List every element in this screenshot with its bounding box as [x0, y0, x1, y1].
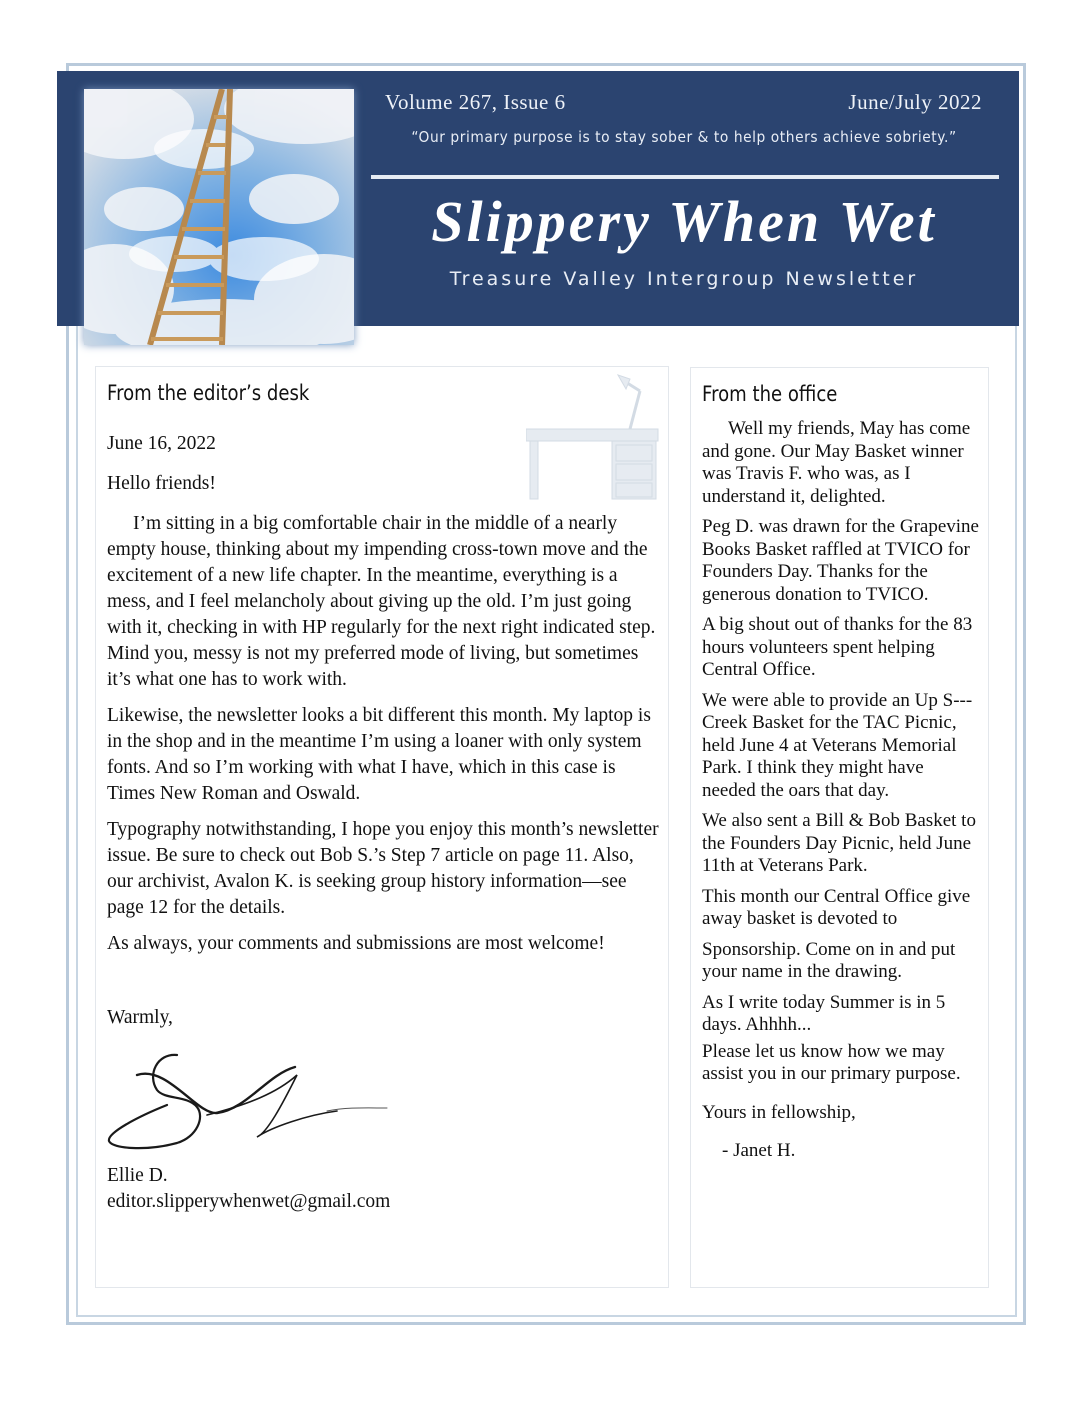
volume-issue: Volume 267, Issue 6 [385, 90, 566, 114]
mission-quote: “Our primary purpose is to stay sober & to help others achieve sobriety.” [411, 128, 957, 146]
office-paragraph: As I write today Summer is in 5 days. Ahhhh... [702, 991, 946, 1035]
office-paragraph: We were able to provide an Up S--- Creek Basket for the TAC Picnic, held June 4 at Veterans Memorial Park. I think they might have needed the oars that day. [702, 689, 973, 801]
office-paragraph: Sponsorship. Come on in and put your name in the drawing. [702, 938, 956, 982]
editor-name: Ellie D. [107, 1165, 168, 1186]
letter-closing: Warmly, [107, 1007, 173, 1028]
handwritten-signature [107, 1045, 397, 1155]
office-heading: From the office [702, 382, 838, 406]
letter-paragraph: As always, your comments and submissions are most welcome! [107, 933, 605, 954]
letter-paragraph: Likewise, the newsletter looks a bit different this month. My laptop is in the shop and in the meantime I’m using a loaner with only system fonts. And so I’m working with what I have, which in this case is Times New Roman and Oswald. [107, 705, 651, 804]
header-divider [371, 175, 999, 179]
editor-heading: From the editor’s desk [107, 381, 310, 405]
office-signature: - Janet H. [722, 1140, 796, 1161]
letter-date: June 16, 2022 [107, 433, 216, 454]
office-paragraph: We also sent a Bill & Bob Basket to the Founders Day Picnic, held June 11th at Veterans Park. [702, 810, 976, 876]
letter-greeting: Hello friends! [107, 473, 216, 494]
issue-date: June/July 2022 [848, 90, 982, 114]
office-column [690, 367, 989, 1288]
office-paragraph: This month our Central Office give away basket is devoted to [702, 885, 971, 929]
editor-letter [107, 431, 659, 1215]
newsletter-title: Slippery When Wet [431, 189, 937, 254]
office-paragraph: Please let us know how we may assist you in our primary purpose. [702, 1040, 961, 1084]
editor-column [95, 366, 669, 1288]
office-closing: Yours in fellowship, [702, 1101, 856, 1123]
ladder-to-sky-image [84, 89, 354, 345]
editor-email[interactable]: editor.slipperywhenwet@gmail.com [107, 1191, 391, 1212]
letter-paragraph: I’m sitting in a big comfortable chair in the middle of a nearly empty house, thinking about my impending cross-town move and the excitement of a new life chapter. In the meantime, everything is a mess, and I feel melancholy about giving up the old. I’m just going with it, checking in with HP regularly for the next right indicated step. Mind you, messy is not my preferred mode of living, but sometimes it’s what one has to work with. [107, 513, 656, 690]
letter-paragraph: Typography notwithstanding, I hope you enjoy this month’s newsletter issue. Be sure to check out Bob S.’s Step 7 article on page 11. Also, our archivist, Avalon K. is seeking group history information—see page 12 for the details. [107, 819, 659, 918]
newsletter-subtitle: Treasure Valley Intergroup Newsletter [449, 268, 919, 290]
office-paragraph: A big shout out of thanks for the 83 hours volunteers spent helping Central Office. [702, 614, 973, 680]
office-paragraph: Peg D. was drawn for the Grapevine Books Basket raffled at TVICO for Founders Day. Thanks for the generous donation to TVICO. [702, 516, 979, 605]
office-paragraph: Well my friends, May has come and gone. Our May Basket winner was Travis F. who was, as I understand it, delighted. [702, 418, 971, 507]
office-update [702, 418, 982, 1171]
